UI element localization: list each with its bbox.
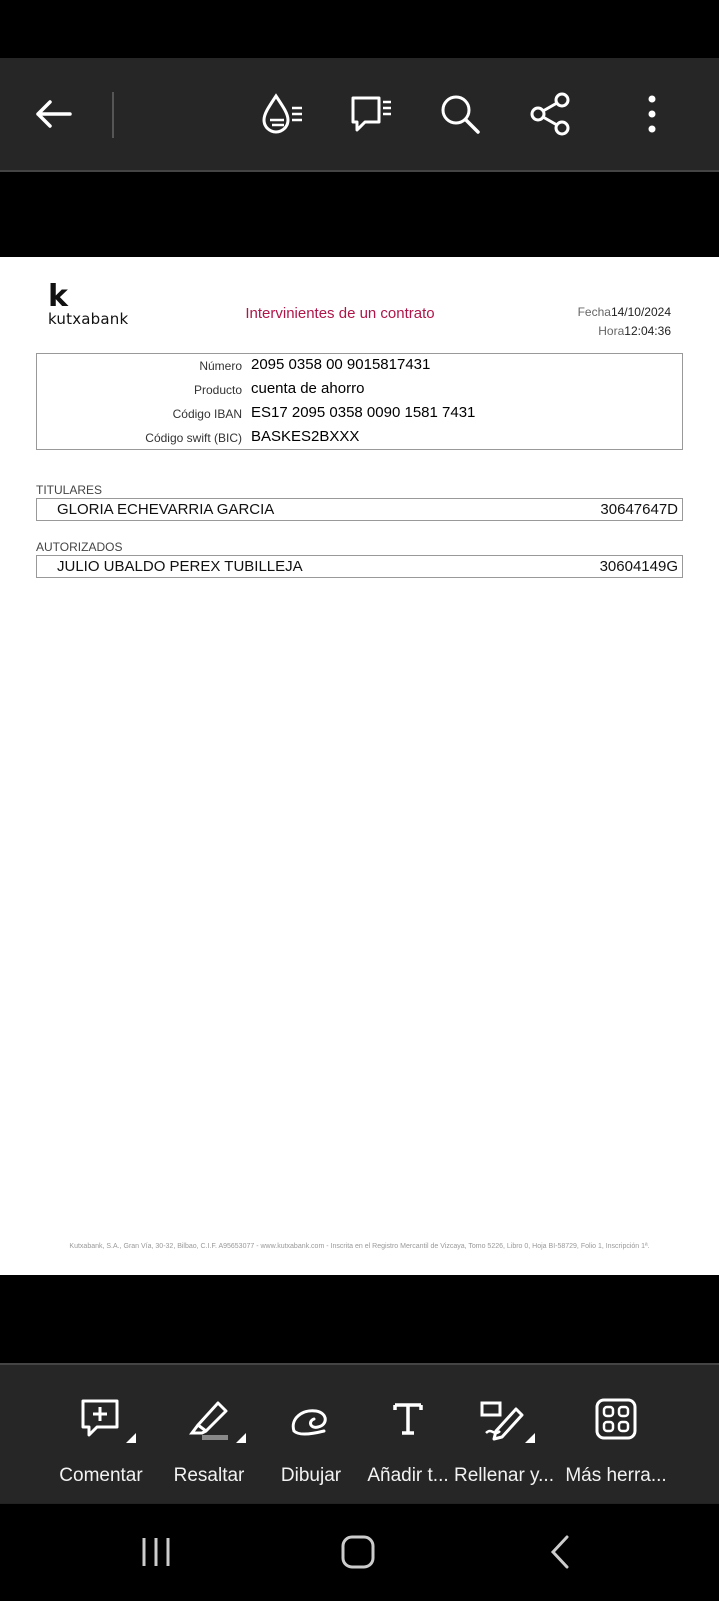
top-app-bar	[0, 58, 719, 172]
kutxabank-logo	[48, 279, 129, 328]
autorizados-label: AUTORIZADOS	[36, 540, 123, 554]
comment-plus-icon	[79, 1397, 123, 1441]
document-page	[0, 257, 719, 1275]
info-label: Código swift (BIC)	[145, 431, 242, 445]
info-row-producto	[37, 378, 682, 402]
fill-sign-icon	[478, 1397, 530, 1441]
highlighter-icon	[184, 1397, 234, 1441]
search-icon[interactable]	[430, 84, 490, 144]
document-footer-legal: Kutxabank, S.A., Gran Vía, 30-32, Bilbao, C.I.F. A95653077 - www.kutxabank.com - Inscrita en el Registro Mercantil de Vizcaya, Tomo 5226, Libro 0, Hoja BI-58729, Folio 1, Inscripción 1ª.	[69, 1243, 650, 1250]
home-icon[interactable]	[328, 1530, 388, 1574]
info-label: Código IBAN	[172, 407, 242, 421]
share-icon[interactable]	[520, 84, 580, 144]
logo-name: kutxabank	[48, 310, 129, 328]
info-value: ES17 2095 0358 0090 1581 7431	[251, 404, 476, 421]
document-datetime	[578, 303, 671, 341]
titular-name: GLORIA ECHEVARRIA GARCIA	[57, 501, 275, 518]
fecha-label: Fecha	[577, 305, 611, 319]
comments-list-icon[interactable]	[341, 84, 401, 144]
more-vertical-icon[interactable]	[622, 84, 682, 144]
dropdown-triangle-icon	[126, 1433, 136, 1443]
tool-mas-herramientas[interactable]	[561, 1393, 671, 1487]
titular-row	[36, 498, 683, 521]
document-title: Intervinientes de un contrato	[245, 305, 435, 322]
toolbar-divider	[112, 92, 114, 138]
hora-value: 12:04:36	[624, 324, 671, 338]
fecha-value: 14/10/2024	[610, 305, 671, 319]
draw-loop-icon	[288, 1401, 334, 1441]
dropdown-triangle-icon	[236, 1433, 246, 1443]
tool-label: Comentar	[59, 1465, 143, 1486]
system-navigation-bar	[0, 1503, 719, 1601]
tool-resaltar[interactable]	[154, 1393, 264, 1487]
info-row-numero	[37, 354, 682, 378]
tool-label: Más herra...	[565, 1465, 667, 1486]
tool-comentar[interactable]	[46, 1393, 156, 1487]
dropdown-triangle-icon	[525, 1433, 535, 1443]
autorizado-row	[36, 555, 683, 578]
tool-rellenar-firmar[interactable]	[449, 1393, 559, 1487]
more-tools-grid-icon	[594, 1397, 638, 1441]
tool-dibujar[interactable]	[256, 1393, 366, 1487]
info-row-iban	[37, 402, 682, 426]
back-arrow-icon[interactable]	[24, 84, 84, 144]
tool-anadir-texto[interactable]	[353, 1393, 463, 1487]
contract-info-box	[36, 353, 683, 450]
info-value: cuenta de ahorro	[251, 380, 365, 397]
tool-label: Resaltar	[173, 1465, 245, 1486]
logo-letter: k	[48, 279, 68, 314]
recent-apps-icon[interactable]	[126, 1530, 186, 1574]
tool-label: Añadir t...	[367, 1465, 449, 1486]
tool-label: Dibujar	[280, 1465, 342, 1486]
autorizado-name: JULIO UBALDO PEREX TUBILLEJA	[57, 558, 303, 575]
text-t-icon	[391, 1399, 425, 1439]
accessibility-droplet-icon[interactable]	[252, 84, 312, 144]
bottom-tools-bar	[0, 1363, 719, 1505]
titulares-label: TITULARES	[36, 483, 103, 497]
info-label: Producto	[193, 383, 242, 397]
info-label: Número	[199, 359, 242, 373]
hora-label: Hora	[598, 324, 625, 338]
autorizado-id: 30604149G	[599, 558, 678, 575]
back-chevron-icon[interactable]	[530, 1530, 590, 1574]
info-value: BASKES2BXXX	[251, 428, 360, 445]
info-value: 2095 0358 00 9015817431	[251, 356, 431, 373]
tool-label: Rellenar y...	[454, 1465, 554, 1486]
info-row-swift	[37, 426, 682, 450]
titular-id: 30647647D	[600, 501, 678, 518]
